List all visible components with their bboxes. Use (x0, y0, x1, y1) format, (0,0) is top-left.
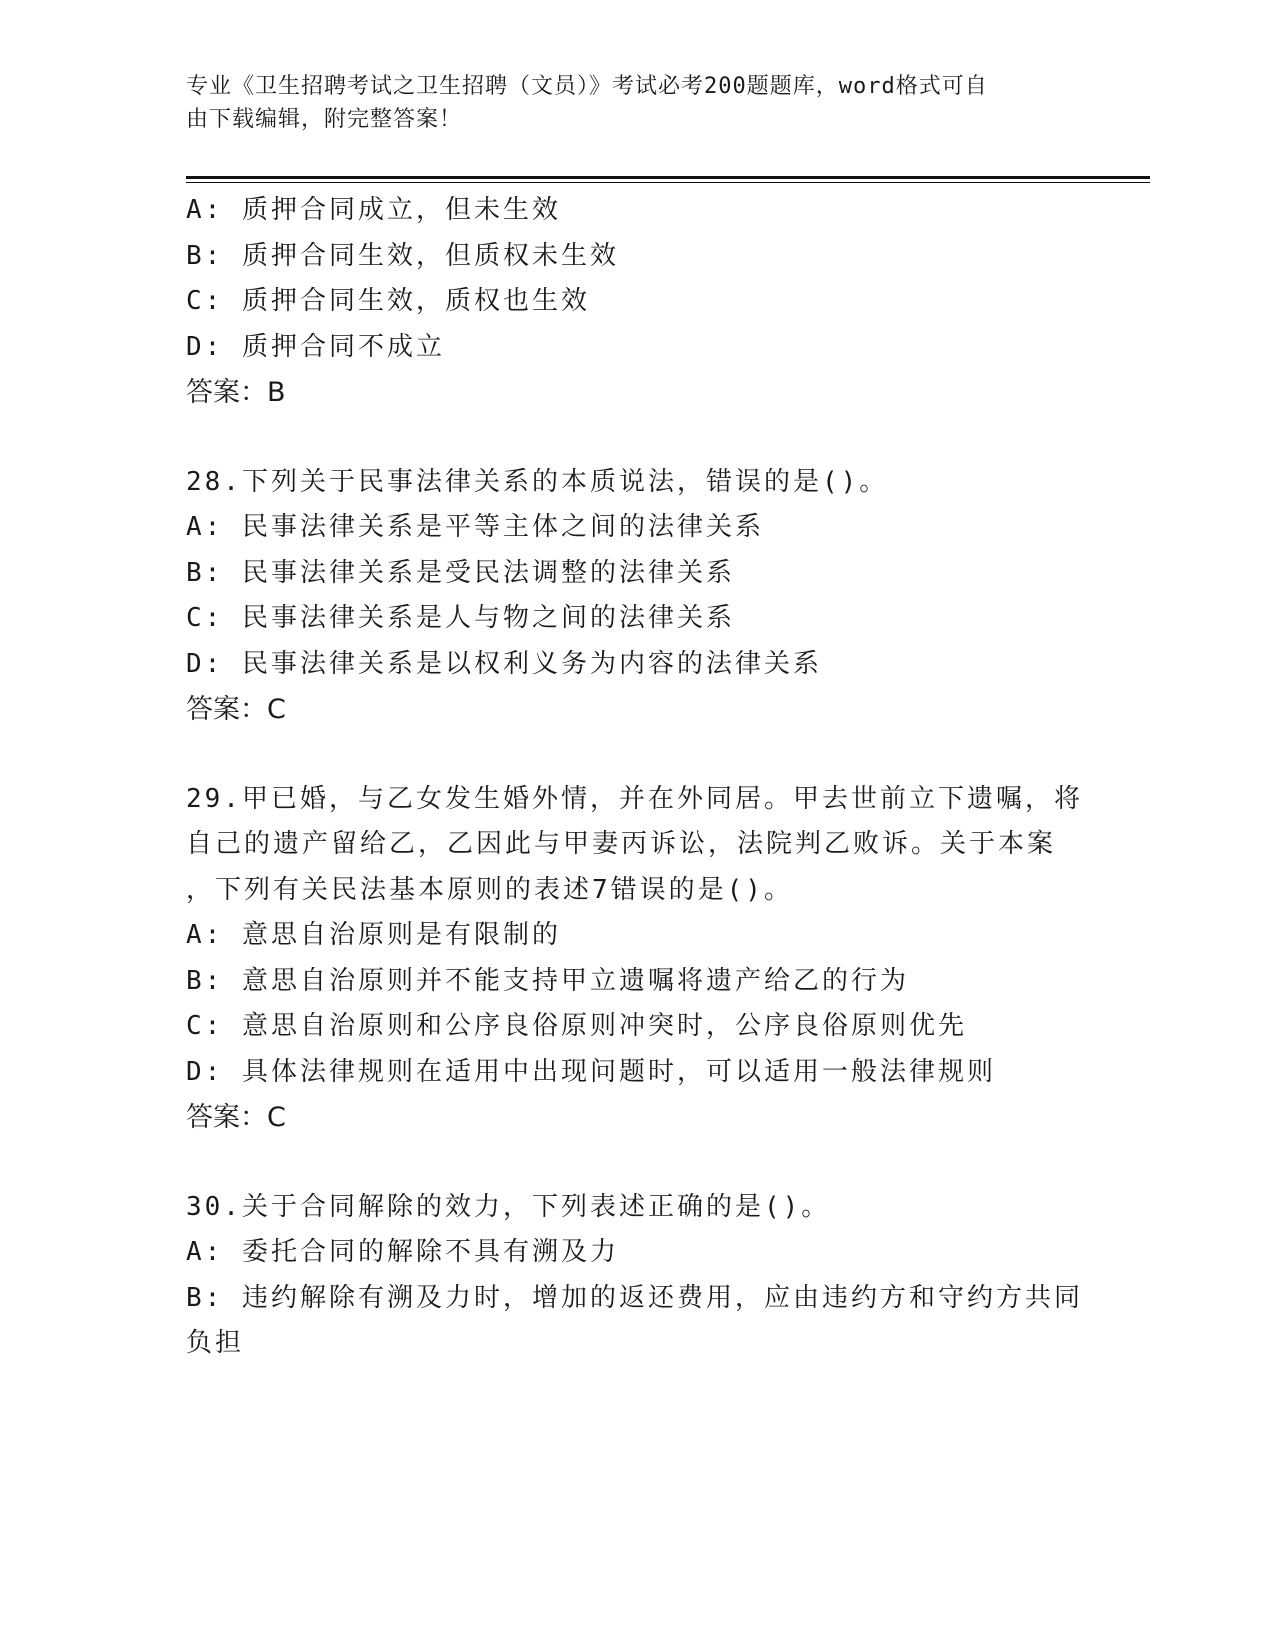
q28-question: 28.下列关于民事法律关系的本质说法，错误的是()。 (186, 466, 889, 497)
section-gap (186, 733, 1096, 777)
q27-answer: 答案：B (186, 377, 286, 408)
q29-question-line-1: 29.甲已婚，与乙女发生婚外情，并在外同居。甲去世前立下遗嘱，将 (186, 783, 1083, 814)
q28-option-c: C: 民事法律关系是人与物之间的法律关系 (186, 603, 735, 633)
q27-option-c: C: 质押合同生效，质权也生效 (186, 286, 590, 316)
question-content (186, 188, 1096, 1367)
q29-option-b: B: 意思自治原则并不能支持甲立遗嘱将遗产给乙的行为 (186, 965, 909, 996)
question-28-block (186, 460, 1096, 733)
header-divider-thick (186, 176, 1150, 179)
q29-option-a: A: 意思自治原则是有限制的 (186, 920, 561, 950)
q30-question: 30.关于合同解除的效力，下列表述正确的是()。 (186, 1191, 831, 1222)
q29-question-line-2: 自己的遗产留给乙，乙因此与甲妻丙诉讼，法院判乙败诉。关于本案 (186, 829, 1057, 859)
q30-option-b-line-1: B: 违约解除有溯及力时，增加的返还费用，应由违约方和守约方共同 (186, 1282, 1083, 1313)
q30-option-a: A: 委托合同的解除不具有溯及力 (186, 1237, 619, 1267)
document-header (186, 70, 1066, 136)
q29-option-d: D: 具体法律规则在适用中出现问题时，可以适用一般法律规则 (186, 1056, 996, 1087)
q29-question-line-3: ，下列有关民法基本原则的表述7错误的是()。 (186, 874, 793, 905)
question-29-block (186, 777, 1096, 1141)
q28-option-d: D: 民事法律关系是以权利义务为内容的法律关系 (186, 648, 822, 679)
q27-option-a: A: 质押合同成立，但未生效 (186, 195, 561, 225)
q30-option-b-line-2: 负担 (186, 1328, 245, 1358)
question-27-block (186, 188, 1096, 416)
section-gap (186, 1141, 1096, 1185)
q29-option-c: C: 意思自治原则和公序良俗原则冲突时，公序良俗原则优先 (186, 1011, 967, 1041)
q27-option-d: D: 质押合同不成立 (186, 331, 445, 362)
header-divider-thin (186, 182, 1150, 183)
q28-answer: 答案：C (186, 694, 286, 725)
section-gap (186, 416, 1096, 460)
header-line-1: 专业《卫生招聘考试之卫生招聘（文员）》考试必考200题题库，word格式可自 (186, 74, 988, 99)
q28-option-b: B: 民事法律关系是受民法调整的法律关系 (186, 557, 735, 588)
q29-answer: 答案：C (186, 1102, 286, 1133)
question-30-block (186, 1185, 1096, 1367)
q28-option-a: A: 民事法律关系是平等主体之间的法律关系 (186, 512, 764, 542)
q27-option-b: B: 质押合同生效，但质权未生效 (186, 240, 619, 271)
header-line-2: 由下载编辑，附完整答案！ (186, 107, 463, 132)
